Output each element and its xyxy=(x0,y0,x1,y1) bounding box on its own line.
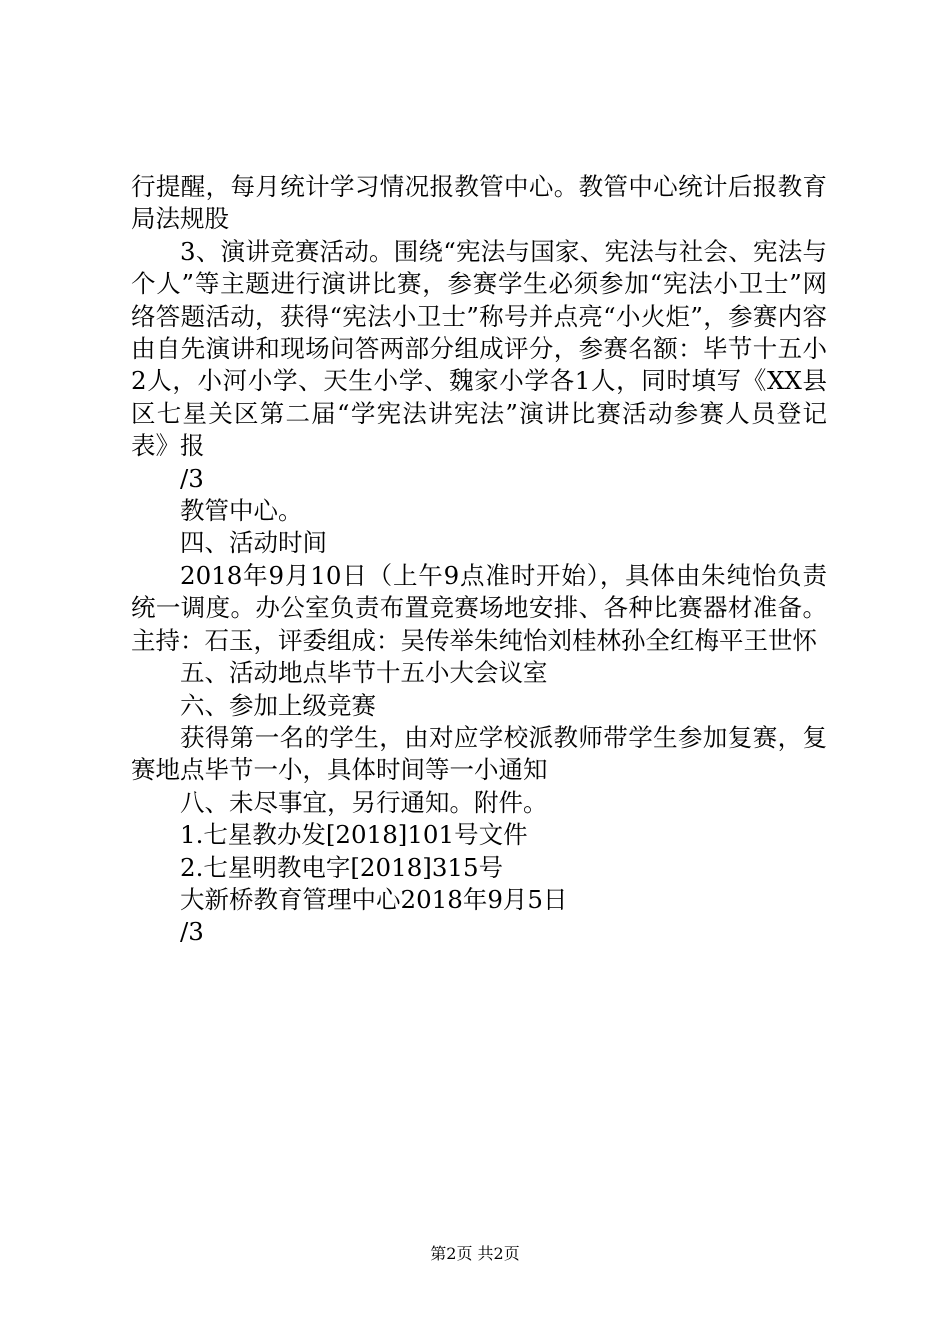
attachment-item: 1.七星教办发[2018]101号文件 xyxy=(180,820,528,850)
section-heading: 四、活动时间 xyxy=(180,528,327,558)
paragraph: 3、演讲竞赛活动。围绕“宪法与国家、宪法与社会、宪法与个人”等主题进行演讲比赛，参赛学生必须参加“宪法小卫士”网络答题活动，获得“宪法小卫士”称号并点亮“小火炬”，参赛内容由自先演讲和现场问答两部分组成评分，参赛名额：毕节十五小2人，小河小学、天生小学、魏家小学各1人，同时填写《XX县区七星关区第二届“学宪法讲宪法”演讲比赛活动参赛人员登记表》报 xyxy=(131,236,827,461)
attachment-item: 2.七星明教电字[2018]315号 xyxy=(180,852,504,882)
section-heading: 六、参加上级竞赛 xyxy=(180,690,376,720)
section-heading: 五、活动地点毕节十五小大会议室 xyxy=(180,658,548,688)
paragraph: 获得第一名的学生，由对应学校派教师带学生参加复赛，复赛地点毕节一小，具体时间等一小通知 xyxy=(131,722,827,785)
page-marker: /3 xyxy=(180,917,204,947)
page-marker: /3 xyxy=(180,463,204,493)
paragraph: 2018年9月10日（上午9点准时开始），具体由朱纯怡负责统一调度。办公室负责布置竞赛场地安排、各种比赛器材准备。主持：石玉，评委组成：吴传举朱纯怡刘桂林孙全红梅平王世怀 xyxy=(131,560,827,655)
page-footer: 第2页 共2页 xyxy=(430,1244,520,1263)
paragraph: 行提醒，每月统计学习情况报教管中心。教管中心统计后报教育局法规股 xyxy=(131,172,827,234)
paragraph: 教管中心。 xyxy=(180,496,303,526)
section-heading: 八、未尽事宜，另行通知。附件。 xyxy=(180,787,548,817)
signature-line: 大新桥教育管理中心2018年9月5日 xyxy=(180,884,568,914)
document-body xyxy=(131,171,827,949)
